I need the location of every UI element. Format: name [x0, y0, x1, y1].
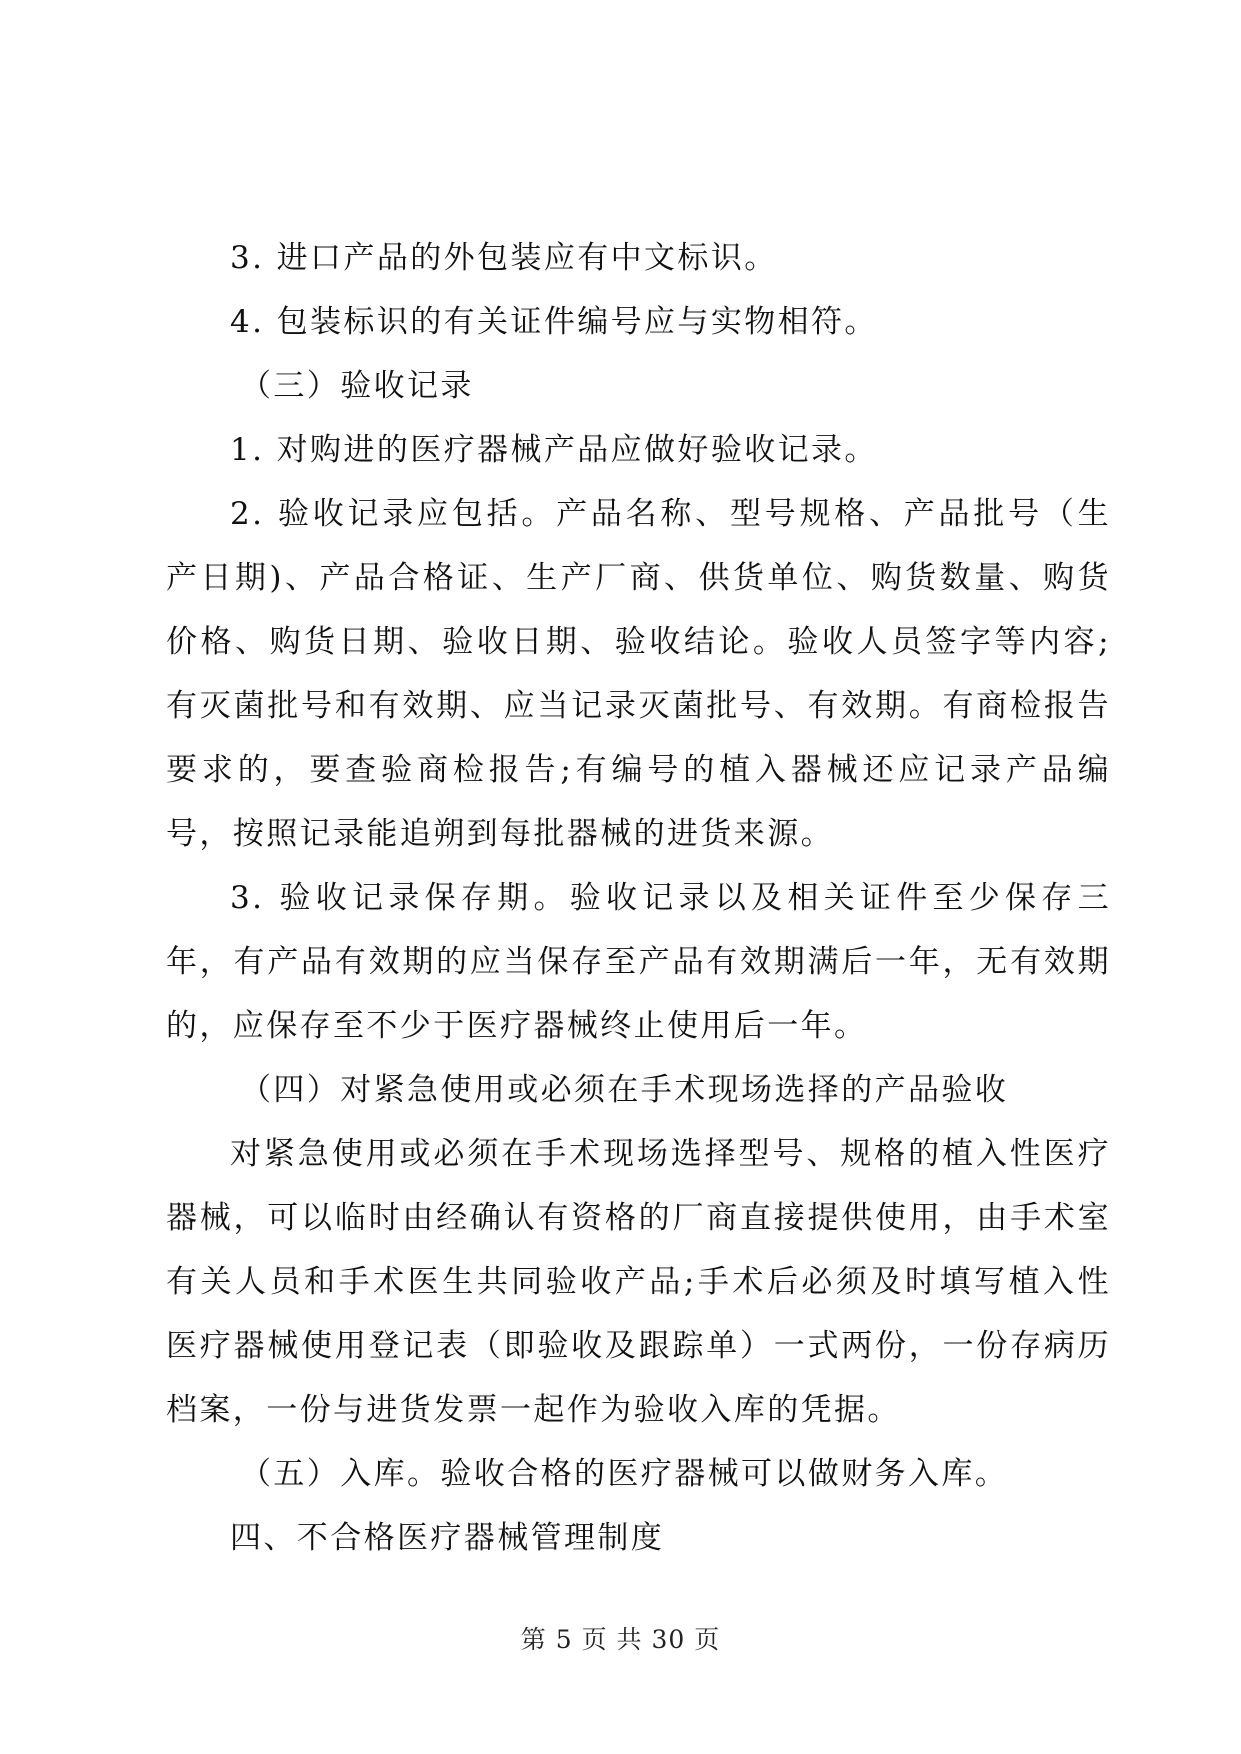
paragraph-emergency-procedure: 对紧急使用或必须在手术现场选择型号、规格的植入性医疗器械，可以临时由经确认有资格的厂商直接提供使用，由手术室有关人员和手术医生共同验收产品;手术后必须及时填写植入性医疗器械使用登记表（即验收及跟踪单）一式两份，一份存病历档案，一份与进货发票一起作为验收入库的凭据。: [166, 1136, 1111, 1428]
paragraph-certificate-number: 4. 包装标识的有关证件编号应与实物相符。: [230, 304, 878, 340]
section-heading-emergency-acceptance: （四）对紧急使用或必须在手术现场选择的产品验收: [240, 1072, 1009, 1108]
section-heading-acceptance-record: （三）验收记录: [240, 368, 474, 404]
paragraph-record-retention: 3. 验收记录保存期。验收记录以及相关证件至少保存三年，有产品有效期的应当保存至产品有效期满后一年，无有效期的，应保存至不少于医疗器械终止使用后一年。: [166, 880, 1111, 1044]
document-body: [166, 226, 1111, 1570]
paragraph-record-contents: 2. 验收记录应包括。产品名称、型号规格、产品批号（生产日期)、产品合格证、生产厂商、供货单位、购货数量、购货价格、购货日期、验收日期、验收结论。验收人员签字等内容;有灭菌批号和有效期、应当记录灭菌批号、有效期。有商检报告要求的，要查验商检报告;有编号的植入器械还应记录产品编号，按照记录能追朔到每批器械的进货来源。: [166, 496, 1111, 852]
paragraph-import-packaging: 3. 进口产品的外包装应有中文标识。: [230, 240, 778, 276]
paragraph-record-purchased: 1. 对购进的医疗器械产品应做好验收记录。: [230, 432, 878, 468]
page-number-footer: 第 5 页 共 30 页: [520, 1625, 721, 1654]
section-heading-nonconforming-devices: 四、不合格医疗器械管理制度: [230, 1520, 665, 1556]
section-heading-warehousing: （五）入库。验收合格的医疗器械可以做财务入库。: [240, 1456, 1009, 1492]
